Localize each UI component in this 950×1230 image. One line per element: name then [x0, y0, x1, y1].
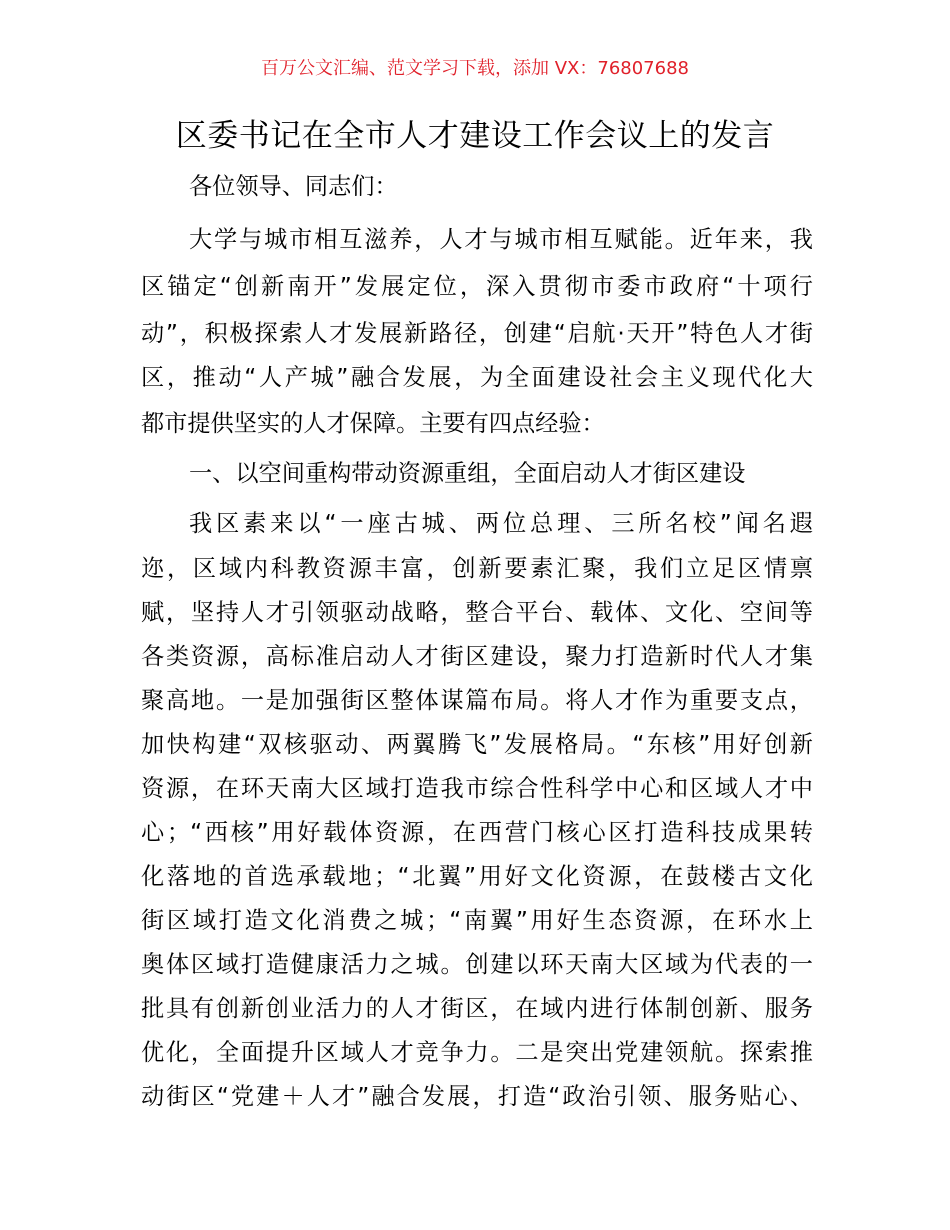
- paragraph-line: 各类资源，高标准启动人才街区建设，聚力打造新时代人才集: [141, 643, 813, 670]
- paragraph-line: 动”，积极探索人才发展新路径，创建“启航·天开”特色人才街: [141, 320, 813, 347]
- paragraph-line: 我区素来以“一座古城、两位总理、三所名校”闻名遐: [189, 510, 813, 537]
- paragraph-line: 心；“西核”用好载体资源，在西营门核心区打造科技成果转: [141, 819, 813, 846]
- section-heading: 一、以空间重构带动资源重组，全面启动人才街区建设: [189, 460, 746, 487]
- paragraph-line: 大学与城市相互滋养，人才与城市相互赋能。近年来，我: [189, 226, 813, 253]
- paragraph-line: 奥体区域打造健康活力之城。创建以环天南大区域为代表的一: [141, 951, 813, 978]
- paragraph-line: 都市提供坚实的人才保障。主要有四点经验：: [141, 410, 605, 437]
- paragraph-line: 街区域打造文化消费之城；“南翼”用好生态资源，在环水上: [141, 907, 813, 934]
- paragraph-line: 聚高地。一是加强街区整体谋篇布局。将人才作为重要支点，: [141, 687, 813, 714]
- paragraph-line: 化落地的首选承载地；“北翼”用好文化资源，在鼓楼古文化: [141, 863, 813, 890]
- salutation: 各位领导、同志们：: [189, 173, 398, 200]
- paragraph-line: 区锚定“创新南开”发展定位，深入贯彻市委市政府“十项行: [141, 273, 813, 300]
- paragraph-line: 资源，在环天南大区域打造我市综合性科学中心和区域人才中: [141, 775, 813, 802]
- paragraph-line: 批具有创新创业活力的人才街区，在域内进行体制创新、服务: [141, 995, 813, 1022]
- paragraph-line: 优化，全面提升区域人才竞争力。二是突出党建领航。探索推: [141, 1039, 813, 1066]
- paragraph-line: 加快构建“双核驱动、两翼腾飞”发展格局。“东核”用好创新: [141, 731, 813, 758]
- paragraph-line: 赋，坚持人才引领驱动战略，整合平台、载体、文化、空间等: [141, 599, 813, 626]
- paragraph-line: 区，推动“人产城”融合发展，为全面建设社会主义现代化大: [141, 364, 813, 391]
- document-title: 区委书记在全市人才建设工作会议上的发言: [175, 118, 775, 154]
- paragraph-line: 动街区“党建＋人才”融合发展，打造“政治引领、服务贴心、: [141, 1083, 813, 1110]
- watermark-banner: 百万公文汇编、范文学习下载，添加 VX：76807688: [261, 58, 689, 79]
- paragraph-line: 迩，区域内科教资源丰富，创新要素汇聚，我们立足区情禀: [141, 555, 813, 582]
